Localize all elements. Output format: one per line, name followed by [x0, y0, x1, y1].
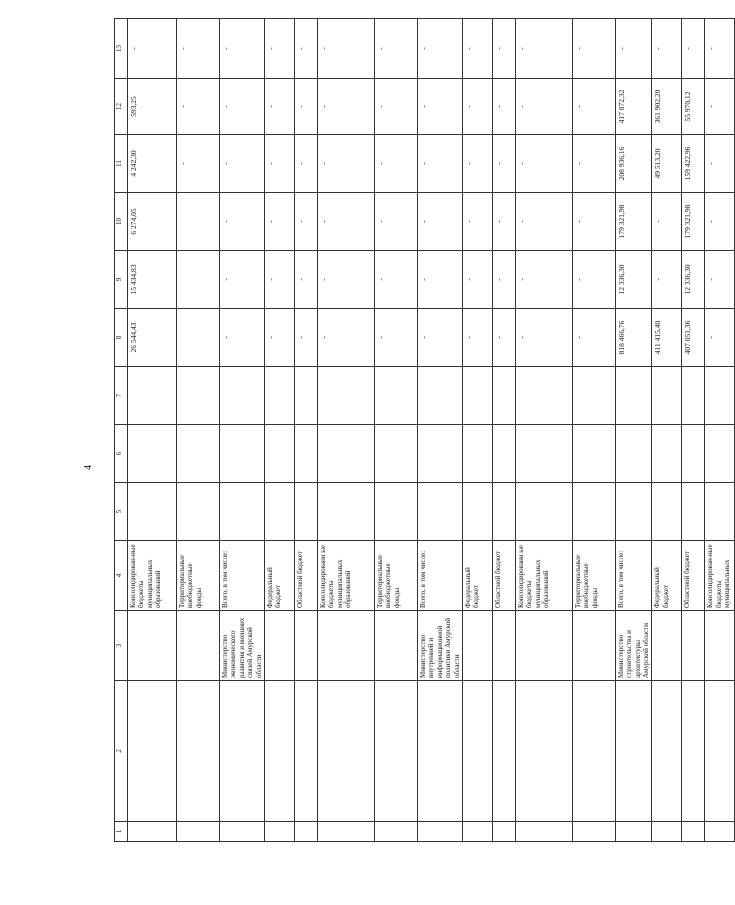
cell-c9: -: [417, 251, 462, 309]
table-row: [317, 19, 374, 842]
cell-c6: [705, 425, 735, 483]
col-num-5: 5: [115, 483, 128, 541]
cell-c9: -: [317, 251, 374, 309]
cell-c4: Всего, в том числе:: [220, 541, 265, 611]
cell-c8: -: [492, 309, 515, 367]
cell-c12: -: [492, 79, 515, 135]
table-body: [115, 19, 735, 842]
cell-c3: [128, 611, 177, 681]
cell-c11: -: [317, 135, 374, 193]
cell-c6: [374, 425, 417, 483]
cell-c3: [682, 611, 705, 681]
cell-c7: [374, 367, 417, 425]
cell-c1: [615, 822, 652, 842]
cell-c7: [294, 367, 317, 425]
cell-c13: -: [652, 19, 682, 79]
cell-c9: -: [572, 251, 615, 309]
cell-c7: [515, 367, 572, 425]
cell-c8: -: [417, 309, 462, 367]
cell-c7: [128, 367, 177, 425]
cell-c3: [264, 611, 294, 681]
table-row: [220, 19, 265, 842]
cell-c2: [294, 681, 317, 822]
cell-c10: 6 274,05: [128, 193, 177, 251]
cell-c5: [652, 483, 682, 541]
cell-c11: -: [264, 135, 294, 193]
cell-c4: Территориальные внебюджетные фонды: [572, 541, 615, 611]
cell-c10: -: [294, 193, 317, 251]
cell-c8: -: [294, 309, 317, 367]
cell-c13: -: [177, 19, 220, 79]
cell-c5: [705, 483, 735, 541]
col-num-8: 8: [115, 309, 128, 367]
cell-c2: [652, 681, 682, 822]
cell-c11: -: [462, 135, 492, 193]
cell-c3: [705, 611, 735, 681]
cell-c12: -: [417, 79, 462, 135]
cell-c9: -: [374, 251, 417, 309]
cell-c2: [515, 681, 572, 822]
cell-c8: -: [220, 309, 265, 367]
cell-c2: [417, 681, 462, 822]
cell-c12: -: [572, 79, 615, 135]
col-num-2: 2: [115, 681, 128, 822]
cell-c1: [652, 822, 682, 842]
cell-c4: Областной бюджет: [682, 541, 705, 611]
cell-c1: [264, 822, 294, 842]
cell-c4: Консолидирован-ные бюджеты муниципальных: [705, 541, 735, 611]
cell-c3: [294, 611, 317, 681]
cell-c1: [374, 822, 417, 842]
cell-c8: -: [374, 309, 417, 367]
cell-c12: 593,25: [128, 79, 177, 135]
cell-c1: [492, 822, 515, 842]
col-num-4: 4: [115, 541, 128, 611]
cell-c11: -: [492, 135, 515, 193]
cell-c8: -: [705, 309, 735, 367]
cell-c3: [177, 611, 220, 681]
cell-c10: -: [374, 193, 417, 251]
table-row: [177, 19, 220, 842]
cell-c4: Территориальные внебюджетные фонды: [177, 541, 220, 611]
cell-c12: -: [515, 79, 572, 135]
cell-c13: -: [705, 19, 735, 79]
cell-c12: -: [462, 79, 492, 135]
cell-c11: -: [177, 135, 220, 193]
cell-c3: Министерство строительства и архитектуры Амурской области: [615, 611, 652, 681]
col-num-13: 13: [115, 19, 128, 79]
cell-c9: 15 434,83: [128, 251, 177, 309]
cell-c3: [462, 611, 492, 681]
cell-c11: -: [515, 135, 572, 193]
cell-c2: [317, 681, 374, 822]
table-row: [572, 19, 615, 842]
col-num-12: 12: [115, 79, 128, 135]
cell-c7: [317, 367, 374, 425]
cell-c10: -: [572, 193, 615, 251]
cell-c13: -: [492, 19, 515, 79]
cell-c5: [515, 483, 572, 541]
cell-c4: Консолидирован-ные бюджеты муниципальных образований: [128, 541, 177, 611]
cell-c9: -: [652, 251, 682, 309]
cell-c5: [417, 483, 462, 541]
cell-c1: [417, 822, 462, 842]
cell-c2: [177, 681, 220, 822]
cell-c5: [294, 483, 317, 541]
cell-c6: [572, 425, 615, 483]
cell-c8: -: [572, 309, 615, 367]
cell-c10: -: [462, 193, 492, 251]
cell-c4: Областной бюджет: [294, 541, 317, 611]
cell-c3: Министерство внутренней и информационной политики Амурской области: [417, 611, 462, 681]
table-row: [652, 19, 682, 842]
cell-c12: -: [220, 79, 265, 135]
cell-c5: [317, 483, 374, 541]
cell-c6: [615, 425, 652, 483]
cell-c12: 55 970,12: [682, 79, 705, 135]
cell-c13: -: [682, 19, 705, 79]
cell-c1: [515, 822, 572, 842]
cell-c8: -: [515, 309, 572, 367]
cell-c5: [615, 483, 652, 541]
cell-c1: [294, 822, 317, 842]
cell-c9: 12 336,30: [682, 251, 705, 309]
cell-c4: Консолидированн ые бюджеты муниципальных образований: [515, 541, 572, 611]
col-num-1: 1: [115, 822, 128, 842]
cell-c13: -: [128, 19, 177, 79]
cell-c8: [177, 309, 220, 367]
table-row: [294, 19, 317, 842]
cell-c10: 179 321,98: [615, 193, 652, 251]
cell-c6: [264, 425, 294, 483]
cell-c11: -: [572, 135, 615, 193]
cell-c5: [220, 483, 265, 541]
cell-c6: [317, 425, 374, 483]
cell-c6: [682, 425, 705, 483]
cell-c1: [462, 822, 492, 842]
cell-c13: -: [417, 19, 462, 79]
cell-c10: -: [417, 193, 462, 251]
page-number: 4: [83, 465, 94, 470]
cell-c3: [374, 611, 417, 681]
cell-c3: [652, 611, 682, 681]
cell-c13: -: [374, 19, 417, 79]
cell-c2: [374, 681, 417, 822]
cell-c8: 407 051,36: [682, 309, 705, 367]
cell-c10: -: [264, 193, 294, 251]
cell-c12: 361 902,20: [652, 79, 682, 135]
cell-c1: [220, 822, 265, 842]
cell-c7: [220, 367, 265, 425]
cell-c6: [128, 425, 177, 483]
cell-c8: 818 466,76: [615, 309, 652, 367]
cell-c12: -: [317, 79, 374, 135]
cell-c11: -: [374, 135, 417, 193]
cell-c1: [317, 822, 374, 842]
cell-c13: -: [294, 19, 317, 79]
cell-c11: -: [705, 135, 735, 193]
cell-c11: 159 422,96: [682, 135, 705, 193]
cell-c12: -: [264, 79, 294, 135]
cell-c9: -: [220, 251, 265, 309]
cell-c10: -: [515, 193, 572, 251]
cell-c8: -: [264, 309, 294, 367]
header-row: [115, 19, 128, 842]
table-row: [515, 19, 572, 842]
table-row: [615, 19, 652, 842]
cell-c2: [264, 681, 294, 822]
cell-c1: [682, 822, 705, 842]
cell-c1: [572, 822, 615, 842]
cell-c1: [705, 822, 735, 842]
cell-c7: [705, 367, 735, 425]
cell-c13: -: [572, 19, 615, 79]
cell-c9: -: [705, 251, 735, 309]
cell-c7: [417, 367, 462, 425]
table-row: [682, 19, 705, 842]
cell-c2: [615, 681, 652, 822]
cell-c10: -: [220, 193, 265, 251]
cell-c13: -: [264, 19, 294, 79]
cell-c11: -: [220, 135, 265, 193]
cell-c2: [462, 681, 492, 822]
cell-c6: [462, 425, 492, 483]
cell-c7: [615, 367, 652, 425]
cell-c6: [294, 425, 317, 483]
cell-c2: [682, 681, 705, 822]
cell-c12: -: [294, 79, 317, 135]
cell-c9: 12 336,30: [615, 251, 652, 309]
cell-c7: [682, 367, 705, 425]
cell-c2: [492, 681, 515, 822]
col-num-10: 10: [115, 193, 128, 251]
cell-c4: Федеральный бюджет: [264, 541, 294, 611]
table-row: [264, 19, 294, 842]
cell-c3: [492, 611, 515, 681]
cell-c7: [652, 367, 682, 425]
cell-c7: [492, 367, 515, 425]
cell-c4: Всего, в том числе:: [417, 541, 462, 611]
cell-c5: [572, 483, 615, 541]
cell-c9: -: [515, 251, 572, 309]
cell-c6: [515, 425, 572, 483]
col-num-6: 6: [115, 425, 128, 483]
cell-c6: [492, 425, 515, 483]
cell-c2: [220, 681, 265, 822]
cell-c13: -: [462, 19, 492, 79]
cell-c9: -: [294, 251, 317, 309]
cell-c3: [572, 611, 615, 681]
cell-c4: Консолидированн ые бюджеты муниципальных образований: [317, 541, 374, 611]
cell-c6: [417, 425, 462, 483]
cell-c11: 49 513,20: [652, 135, 682, 193]
table-row: [705, 19, 735, 842]
cell-c4: Областной бюджет: [492, 541, 515, 611]
cell-c5: [177, 483, 220, 541]
cell-c11: -: [294, 135, 317, 193]
cell-c1: [128, 822, 177, 842]
cell-c8: -: [317, 309, 374, 367]
budget-table: [114, 18, 735, 842]
cell-c7: [462, 367, 492, 425]
cell-c12: -: [705, 79, 735, 135]
cell-c6: [220, 425, 265, 483]
cell-c9: [177, 251, 220, 309]
cell-c12: -: [374, 79, 417, 135]
cell-c4: Территориальные внебюджетные фонды: [374, 541, 417, 611]
rotated-page: [114, 45, 732, 842]
cell-c2: [128, 681, 177, 822]
cell-c1: [177, 822, 220, 842]
cell-c3: [515, 611, 572, 681]
cell-c4: Федеральный бюджет: [462, 541, 492, 611]
cell-c13: -: [615, 19, 652, 79]
table-row: [417, 19, 462, 842]
cell-c8: -: [462, 309, 492, 367]
cell-c8: 26 544,43: [128, 309, 177, 367]
cell-c7: [177, 367, 220, 425]
cell-c9: -: [492, 251, 515, 309]
col-num-3: 3: [115, 611, 128, 681]
cell-c3: [317, 611, 374, 681]
cell-c11: 208 936,16: [615, 135, 652, 193]
cell-c13: -: [220, 19, 265, 79]
col-num-7: 7: [115, 367, 128, 425]
cell-c5: [492, 483, 515, 541]
cell-c2: [705, 681, 735, 822]
table-row: [128, 19, 177, 842]
table-row: [374, 19, 417, 842]
cell-c3: Министерство экономического развития и внешних связей Амурской области: [220, 611, 265, 681]
cell-c5: [682, 483, 705, 541]
cell-c10: [177, 193, 220, 251]
cell-c5: [462, 483, 492, 541]
cell-c10: -: [492, 193, 515, 251]
cell-c6: [652, 425, 682, 483]
cell-c6: [177, 425, 220, 483]
col-num-9: 9: [115, 251, 128, 309]
cell-c5: [374, 483, 417, 541]
cell-c2: [572, 681, 615, 822]
cell-c13: -: [317, 19, 374, 79]
table-row: [492, 19, 515, 842]
cell-c11: 4 242,30: [128, 135, 177, 193]
cell-c5: [128, 483, 177, 541]
cell-c4: Федеральный бюджет: [652, 541, 682, 611]
cell-c10: 179 321,98: [682, 193, 705, 251]
cell-c8: 411 415,40: [652, 309, 682, 367]
cell-c9: -: [264, 251, 294, 309]
cell-c4: Всего, в том числе:: [615, 541, 652, 611]
cell-c5: [264, 483, 294, 541]
cell-c7: [572, 367, 615, 425]
cell-c12: -: [177, 79, 220, 135]
cell-c10: -: [317, 193, 374, 251]
cell-c10: -: [652, 193, 682, 251]
cell-c13: -: [515, 19, 572, 79]
cell-c12: 417 872,32: [615, 79, 652, 135]
table-row: [462, 19, 492, 842]
cell-c10: -: [705, 193, 735, 251]
cell-c7: [264, 367, 294, 425]
col-num-11: 11: [115, 135, 128, 193]
cell-c11: -: [417, 135, 462, 193]
cell-c9: -: [462, 251, 492, 309]
